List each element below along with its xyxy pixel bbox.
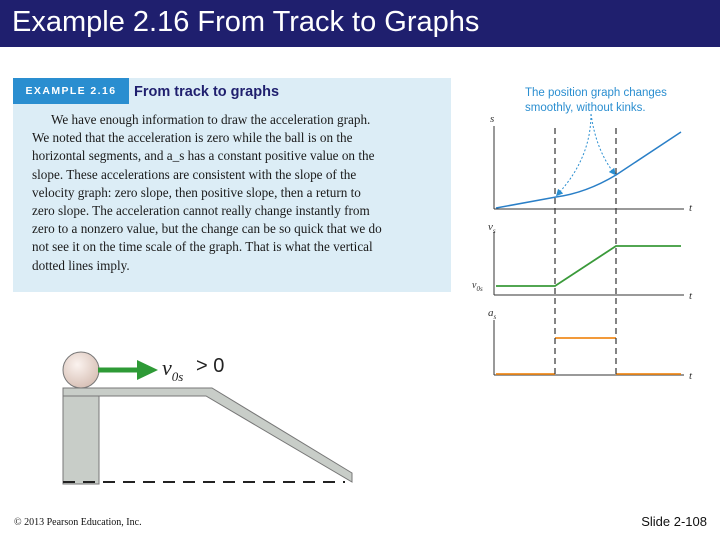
velocity-arrowhead (137, 360, 158, 380)
track-support (63, 396, 99, 484)
graph-annotation-line1: The position graph changes (525, 87, 667, 99)
example-line: We have enough information to draw the acceleration graph. (51, 112, 371, 127)
example-line: zero slope. The acceleration cannot really change instantly from (32, 203, 370, 219)
motion-graphs (466, 80, 706, 380)
track-illustration (0, 340, 360, 490)
velocity-t-label: t (689, 290, 693, 302)
title-bar (0, 0, 720, 47)
acceleration-graph (488, 307, 693, 380)
position-curve (496, 132, 681, 208)
acceleration-curve (496, 338, 681, 374)
track-velocity-label: $v_{0s}$ (162, 355, 184, 384)
example-body (32, 111, 428, 275)
position-graph (490, 113, 693, 214)
example-line: slope. These accelerations are consistent with the slope of the (32, 166, 357, 182)
graph-annotation-line2: smoothly, without kinks. (525, 102, 646, 114)
example-line: zero to a nonzero value, but the change can be so quick that we do (32, 221, 382, 237)
velocity-graph (472, 221, 693, 302)
example-heading: From track to graphs (134, 84, 280, 100)
example-line: horizontal segments, and a_s has a constant positive value on the (32, 148, 375, 164)
ball (63, 352, 99, 388)
position-t-label: t (689, 202, 693, 214)
v0-label: $v_{0s}$ (472, 280, 483, 293)
example-badge: EXAMPLE 2.16 (13, 78, 129, 104)
example-line: not see it on the time scale of the graph. That is what the vertical (32, 239, 373, 255)
acceleration-axis-label: $a_s$ (488, 307, 497, 321)
velocity-curve (496, 246, 681, 286)
slide-title: Example 2.16 From Track to Graphs (12, 6, 480, 38)
position-axis-label: s (490, 113, 495, 125)
acceleration-t-label: t (689, 370, 693, 380)
track-surface (63, 388, 352, 482)
annotation-arrow-2 (591, 114, 614, 173)
slide-number: Slide 2-108 (641, 514, 707, 529)
example-line: We noted that the acceleration is zero while the ball is on the (32, 130, 353, 146)
example-line: velocity graph: zero slope, then positive slope, then a return to (32, 184, 361, 200)
track-relation: > 0 (196, 355, 225, 377)
velocity-axis-label: $v_s$ (488, 221, 496, 235)
copyright: © 2013 Pearson Education, Inc. (14, 517, 142, 528)
annotation-arrow-1 (558, 114, 591, 194)
example-line: dotted lines imply. (32, 257, 130, 273)
